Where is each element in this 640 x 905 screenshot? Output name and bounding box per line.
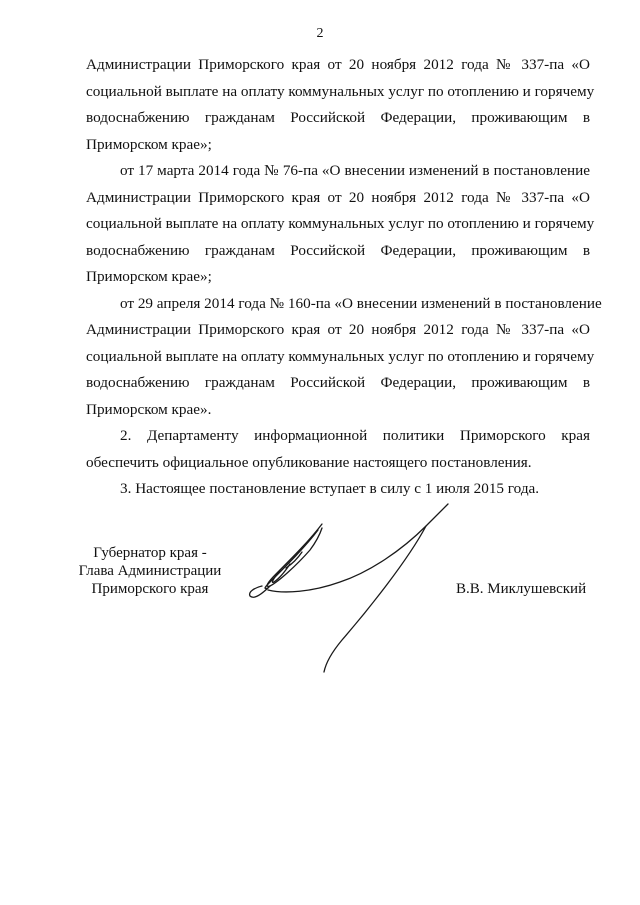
text-line: от 17 марта 2014 года № 76-па «О внесении изменений в постановление: [120, 162, 590, 179]
text-line: социальной выплате на оплату коммунальных услуг по отоплению и горячему: [86, 347, 595, 365]
text-line: Приморском крае».: [86, 400, 212, 418]
text-line: водоснабжению гражданам Российской Федерации, проживающим в: [86, 374, 590, 391]
text-line: Приморском крае»;: [86, 268, 212, 285]
text-line: Администрации Приморского края от 20 ноября 2012 года № 337-па «О: [86, 56, 590, 73]
signer-title-line: Приморского края: [91, 581, 209, 597]
text-line: Администрации Приморского края от 20 ноября 2012 года № 337-па «О: [86, 188, 590, 206]
handwritten-signature: [240, 490, 480, 680]
text-line: социальной выплате на оплату коммунальных услуг по отоплению и горячему: [86, 82, 595, 100]
document-body: [86, 52, 602, 503]
text-line: от 29 апреля 2014 года № 160-па «О внесении изменений в постановление: [120, 294, 602, 312]
signer-title-line: Губернатор края -: [93, 545, 207, 561]
text-line: 2. Департаменту информационной политики Приморского края: [120, 427, 590, 444]
text-line: 3. Настоящее постановление вступает в силу с 1 июля 2015 года.: [120, 480, 540, 497]
text-line: Администрации Приморского края от 20 ноября 2012 года № 337-па «О: [86, 321, 590, 338]
signer-title-line: Глава Администрации: [78, 563, 222, 579]
signer-name: В.В. Миклушевский: [456, 581, 587, 597]
text-line: водоснабжению гражданам Российской Федерации, проживающим в: [86, 241, 590, 259]
signer-title: [70, 544, 230, 598]
text-line: обеспечить официальное опубликование настоящего постановления.: [86, 453, 532, 471]
page-number: 2: [316, 26, 324, 41]
text-line: водоснабжению гражданам Российской Федерации, проживающим в: [86, 109, 590, 126]
text-line: социальной выплате на оплату коммунальных услуг по отоплению и горячему: [86, 215, 595, 232]
text-line: Приморском крае»;: [86, 135, 212, 153]
